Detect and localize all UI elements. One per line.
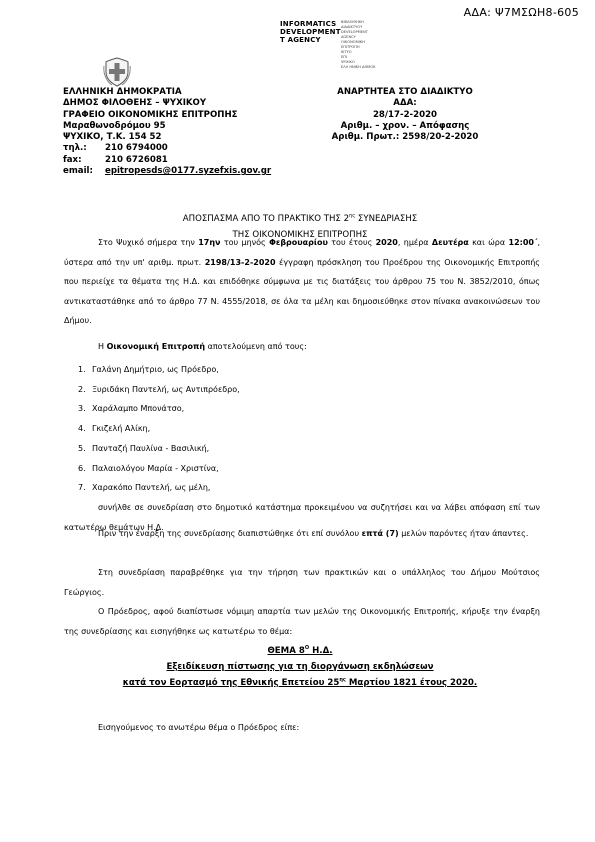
logo-small-text: ΒΙΒΛΙΟΘΗΚΗ ΔΙΑΔΙΚΤΥΟΥ DEVELOPMENT AGENCY ΟΙΚΟΝΟΜΙΚΗ ΕΠΙΤΡΟΠΗ ΙΚΤΥΟ ΕΠΙ ΨΥΧΙΚΟ ΕΛΛ ΗΝΙΚΗ ΔΗΜΟΚ <box>341 20 376 69</box>
chairman-paragraph: Ο Πρόεδρος, αφού διαπίστωσε νόμιμη απαρτία των μελών της Οικονομικής Επιτροπής, κήρυξε την έναρξη της συνεδρίασης και εισηγήθηκε ως κατωτέρω το θέμα: <box>64 607 540 636</box>
title-line-2: ΤΗΣ ΟΙΚΟΝΟΜΙΚΗΣ ΕΠΙΤΡΟΠΗΣ <box>232 230 368 240</box>
header-city: ΨΥΧΙΚΟ, Τ.Κ. 154 52 <box>63 132 162 143</box>
header-street: Μαραθωνοδρόμου 95 <box>63 120 166 131</box>
rapporteur-paragraph: Εισηγούμενος το ανωτέρω θέμα ο Πρόεδρος είπε: <box>98 723 300 732</box>
agenda-item-heading <box>60 643 540 691</box>
convened-paragraph: συνήλθε σε συνεδρίαση στο δημοτικό κατάστημα προκειμένου να συζητήσει και να λάβει απόφαση επί των κατωτέρω θεμάτων Η.Δ. <box>64 503 540 532</box>
hellenic-emblem-icon <box>103 57 131 87</box>
logo-line-1: INFORMATICS <box>280 20 337 28</box>
header-right-block <box>320 87 490 143</box>
header-office: ΓΡΑΦΕΙΟ ΟΙΚΟΝΟΜΙΚΗΣ ΕΠΙΤΡΟΠΗΣ <box>63 109 238 120</box>
decision-number: 28/17-2-2020 <box>372 109 438 120</box>
header-country: ΕΛΛΗΝΙΚΗ ΔΗΜΟΚΡΑΤΙΑ <box>63 87 182 97</box>
list-item: 3. Χαράλαμπο Μπονάτσο, <box>78 404 185 414</box>
list-item: 2. Ξυριδάκη Παντελή, ως Αντιπρόεδρο, <box>78 384 240 394</box>
header-fax: fax: 210 6726081 <box>63 154 168 165</box>
list-item: 5. Πανταζή Παυλίνα - Βασιλική, <box>78 443 210 453</box>
ada-code: ΑΔΑ: Ψ7ΜΣΩΗ8-605 <box>463 6 579 19</box>
title-line-1: ΑΠΟΣΠΑΣΜΑ ΑΠΟ ΤΟ ΠΡΑΚΤΙΚΟ ΤΗΣ $2^{\eta\varsigma}$ ΣΥΝΕΔΡΙΑΣΗΣ <box>182 213 418 224</box>
decision-number-caption: Αριθμ. – χρον. – Απόφασης <box>340 120 470 131</box>
agenda-item-subject-1: Εξειδίκευση πίστωσης για τη διοργάνωση εκδηλώσεων <box>166 662 434 672</box>
logo-line-3: T AGENCY <box>280 36 321 44</box>
informatics-agency-logo <box>280 20 380 69</box>
header-left-block <box>63 87 271 177</box>
agenda-item-subject-2: κατά τον Εορτασμό της Εθνικής Επετείου $25^{\eta\varsigma}$ Μαρτίου 1821 έτους 2020. <box>122 677 478 688</box>
quorum-paragraph: Πριν την έναρξη της συνεδρίασης διαπιστώθηκε ότι επί συνόλου επτά (7) μελών παρόντες ήταν άπαντες. <box>98 529 529 538</box>
list-item: 7. Χαρακόπο Παντελή, ως μέλη, <box>78 483 211 493</box>
members-list <box>78 360 240 498</box>
list-item: 6. Παλαιολόγου Μαρία - Χριστίνα, <box>78 463 219 473</box>
email-link[interactable]: epitropesds@0177.syzefxis.gov.gr <box>105 166 272 177</box>
publish-notice: ΑΝΑΡΤΗΤΕΑ ΣΤΟ ΔΙΑΔΙΚΤΥΟ <box>337 87 473 97</box>
header-phone: τηλ.: 210 6794000 <box>63 143 168 154</box>
protocol-number: Αριθμ. Πρωτ.: 2598/20-2-2020 <box>331 132 479 143</box>
list-item: 1. Γαλάνη Δημήτριο, ως Πρόεδρο, <box>78 365 219 374</box>
logo-line-2: DEVELOPMENT <box>280 28 341 36</box>
agenda-item-number: ΘΕΜΑ $8^O$ Η.Δ. <box>267 645 333 656</box>
list-item: 4. Γκιζελή Αλίκη, <box>78 424 151 434</box>
minutes-keeper-paragraph: Στη συνεδρίαση παραβρέθηκε για την τήρηση των πρακτικών και ο υπάλληλος του Δήμου Μούτσιος Γεώργιος. <box>64 568 540 597</box>
committee-intro: Η Οικονομική Επιτροπή αποτελούμενη από τους: <box>98 342 307 351</box>
header-email: email: epitropesds@0177.syzefxis.gov.gr <box>63 166 272 177</box>
header-municipality: ΔΗΜΟΣ ΦΙΛΟΘΕΗΣ – ΨΥΧΙΚΟΥ <box>63 98 207 109</box>
ada-label: ΑΔΑ: <box>393 98 417 109</box>
intro-paragraph: Στο Ψυχικό σήμερα την 17ην του μηνός Φεβρουαρίου του έτους 2020, ημέρα Δευτέρα και ώρα 12:00΄, ύστερα από την υπ' αριθμ. πρωτ. 2198/13-2-2020 έγγραφη πρόσκληση του Προέδρου της Οικονομικής Επιτροπής που περιείχε τα θέματα της Η.Δ. και επιδόθηκε σύμφωνα με τις διατάξεις του άρθρου 75 του Ν. 3852/2010, όπως αντικαταστάθηκε από το άρθρο 77 Ν. 4555/2018, σε όλα τα μέλη και δημοσιεύθηκε στον πίνακα ανακοινώσεων του Δήμου. <box>64 238 541 325</box>
